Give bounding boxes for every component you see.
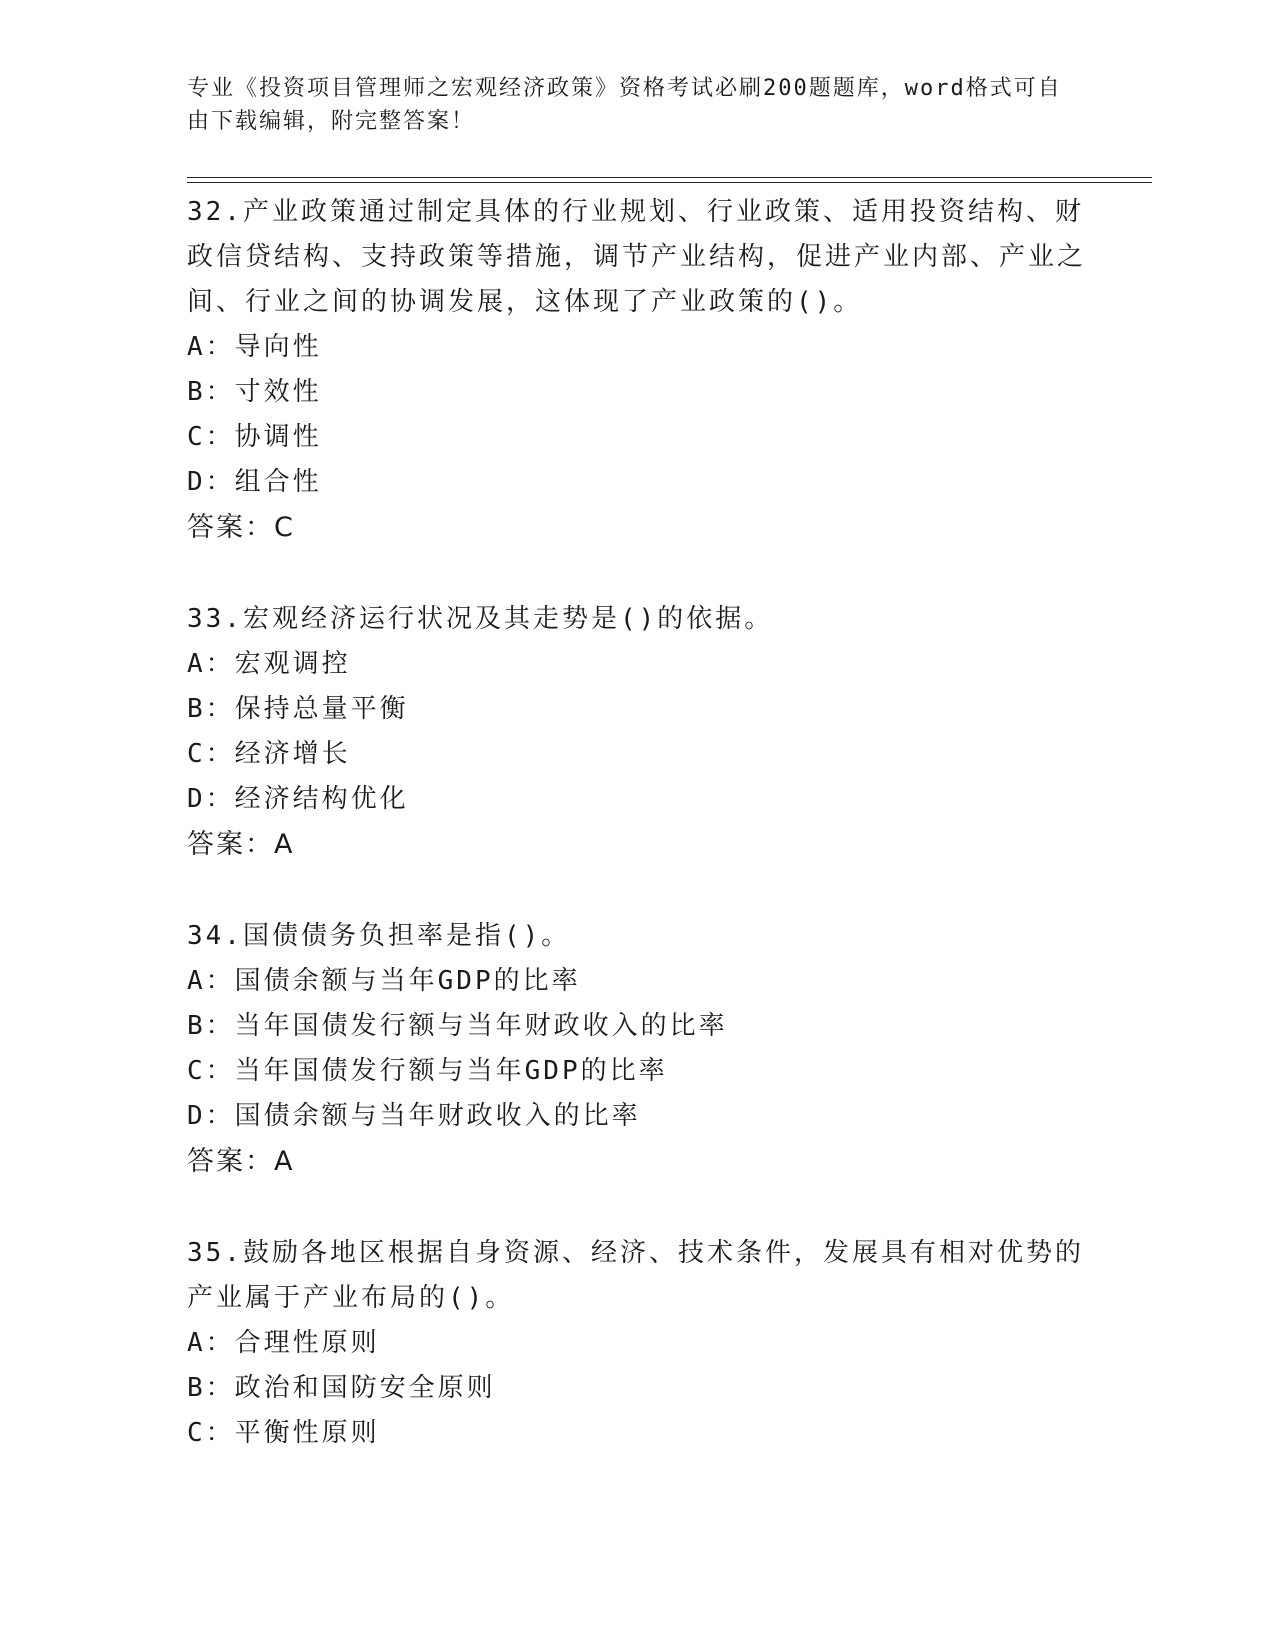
option-a: A：国债余额与当年GDP的比率 — [187, 966, 581, 996]
question-33 — [187, 597, 1087, 867]
question-list — [187, 190, 1087, 1503]
answer-line: 答案：A — [187, 1146, 295, 1177]
option-b: B：当年国债发行额与当年财政收入的比率 — [187, 1011, 728, 1041]
option-a: A：导向性 — [187, 332, 322, 362]
option-b: B：寸效性 — [187, 377, 322, 407]
answer-line: 答案：C — [187, 512, 295, 543]
option-a: A：宏观调控 — [187, 649, 351, 679]
answer-line: 答案：A — [187, 829, 295, 860]
question-35 — [187, 1231, 1087, 1456]
document-header: 专业《投资项目管理师之宏观经济政策》资格考试必刷200题题库，word格式可自由下载编辑，附完整答案！ — [187, 76, 1062, 134]
option-a: A：合理性原则 — [187, 1328, 380, 1358]
header-divider-bottom — [187, 182, 1152, 183]
question-stem: 35.鼓励各地区根据自身资源、经济、技术条件，发展具有相对优势的产业属于产业布局的()。 — [187, 1238, 1084, 1313]
option-b: B：政治和国防安全原则 — [187, 1373, 496, 1403]
question-stem: 32.产业政策通过制定具体的行业规划、行业政策、适用投资结构、财政信贷结构、支持政策等措施，调节产业结构，促进产业内部、产业之间、行业之间的协调发展，这体现了产业政策的()。 — [187, 197, 1087, 317]
option-d: D：国债余额与当年财政收入的比率 — [187, 1101, 641, 1131]
option-c: C：当年国债发行额与当年GDP的比率 — [187, 1056, 668, 1086]
option-c: C：协调性 — [187, 422, 322, 452]
option-c: C：平衡性原则 — [187, 1418, 380, 1448]
option-d: D：组合性 — [187, 467, 322, 497]
option-d: D：经济结构优化 — [187, 784, 409, 814]
header-divider-top — [187, 177, 1152, 178]
question-stem: 34.国债债务负担率是指()。 — [187, 921, 571, 951]
question-stem: 33.宏观经济运行状况及其走势是()的依据。 — [187, 604, 774, 634]
question-34 — [187, 914, 1087, 1184]
question-32 — [187, 190, 1087, 550]
option-b: B：保持总量平衡 — [187, 694, 409, 724]
option-c: C：经济增长 — [187, 739, 351, 769]
